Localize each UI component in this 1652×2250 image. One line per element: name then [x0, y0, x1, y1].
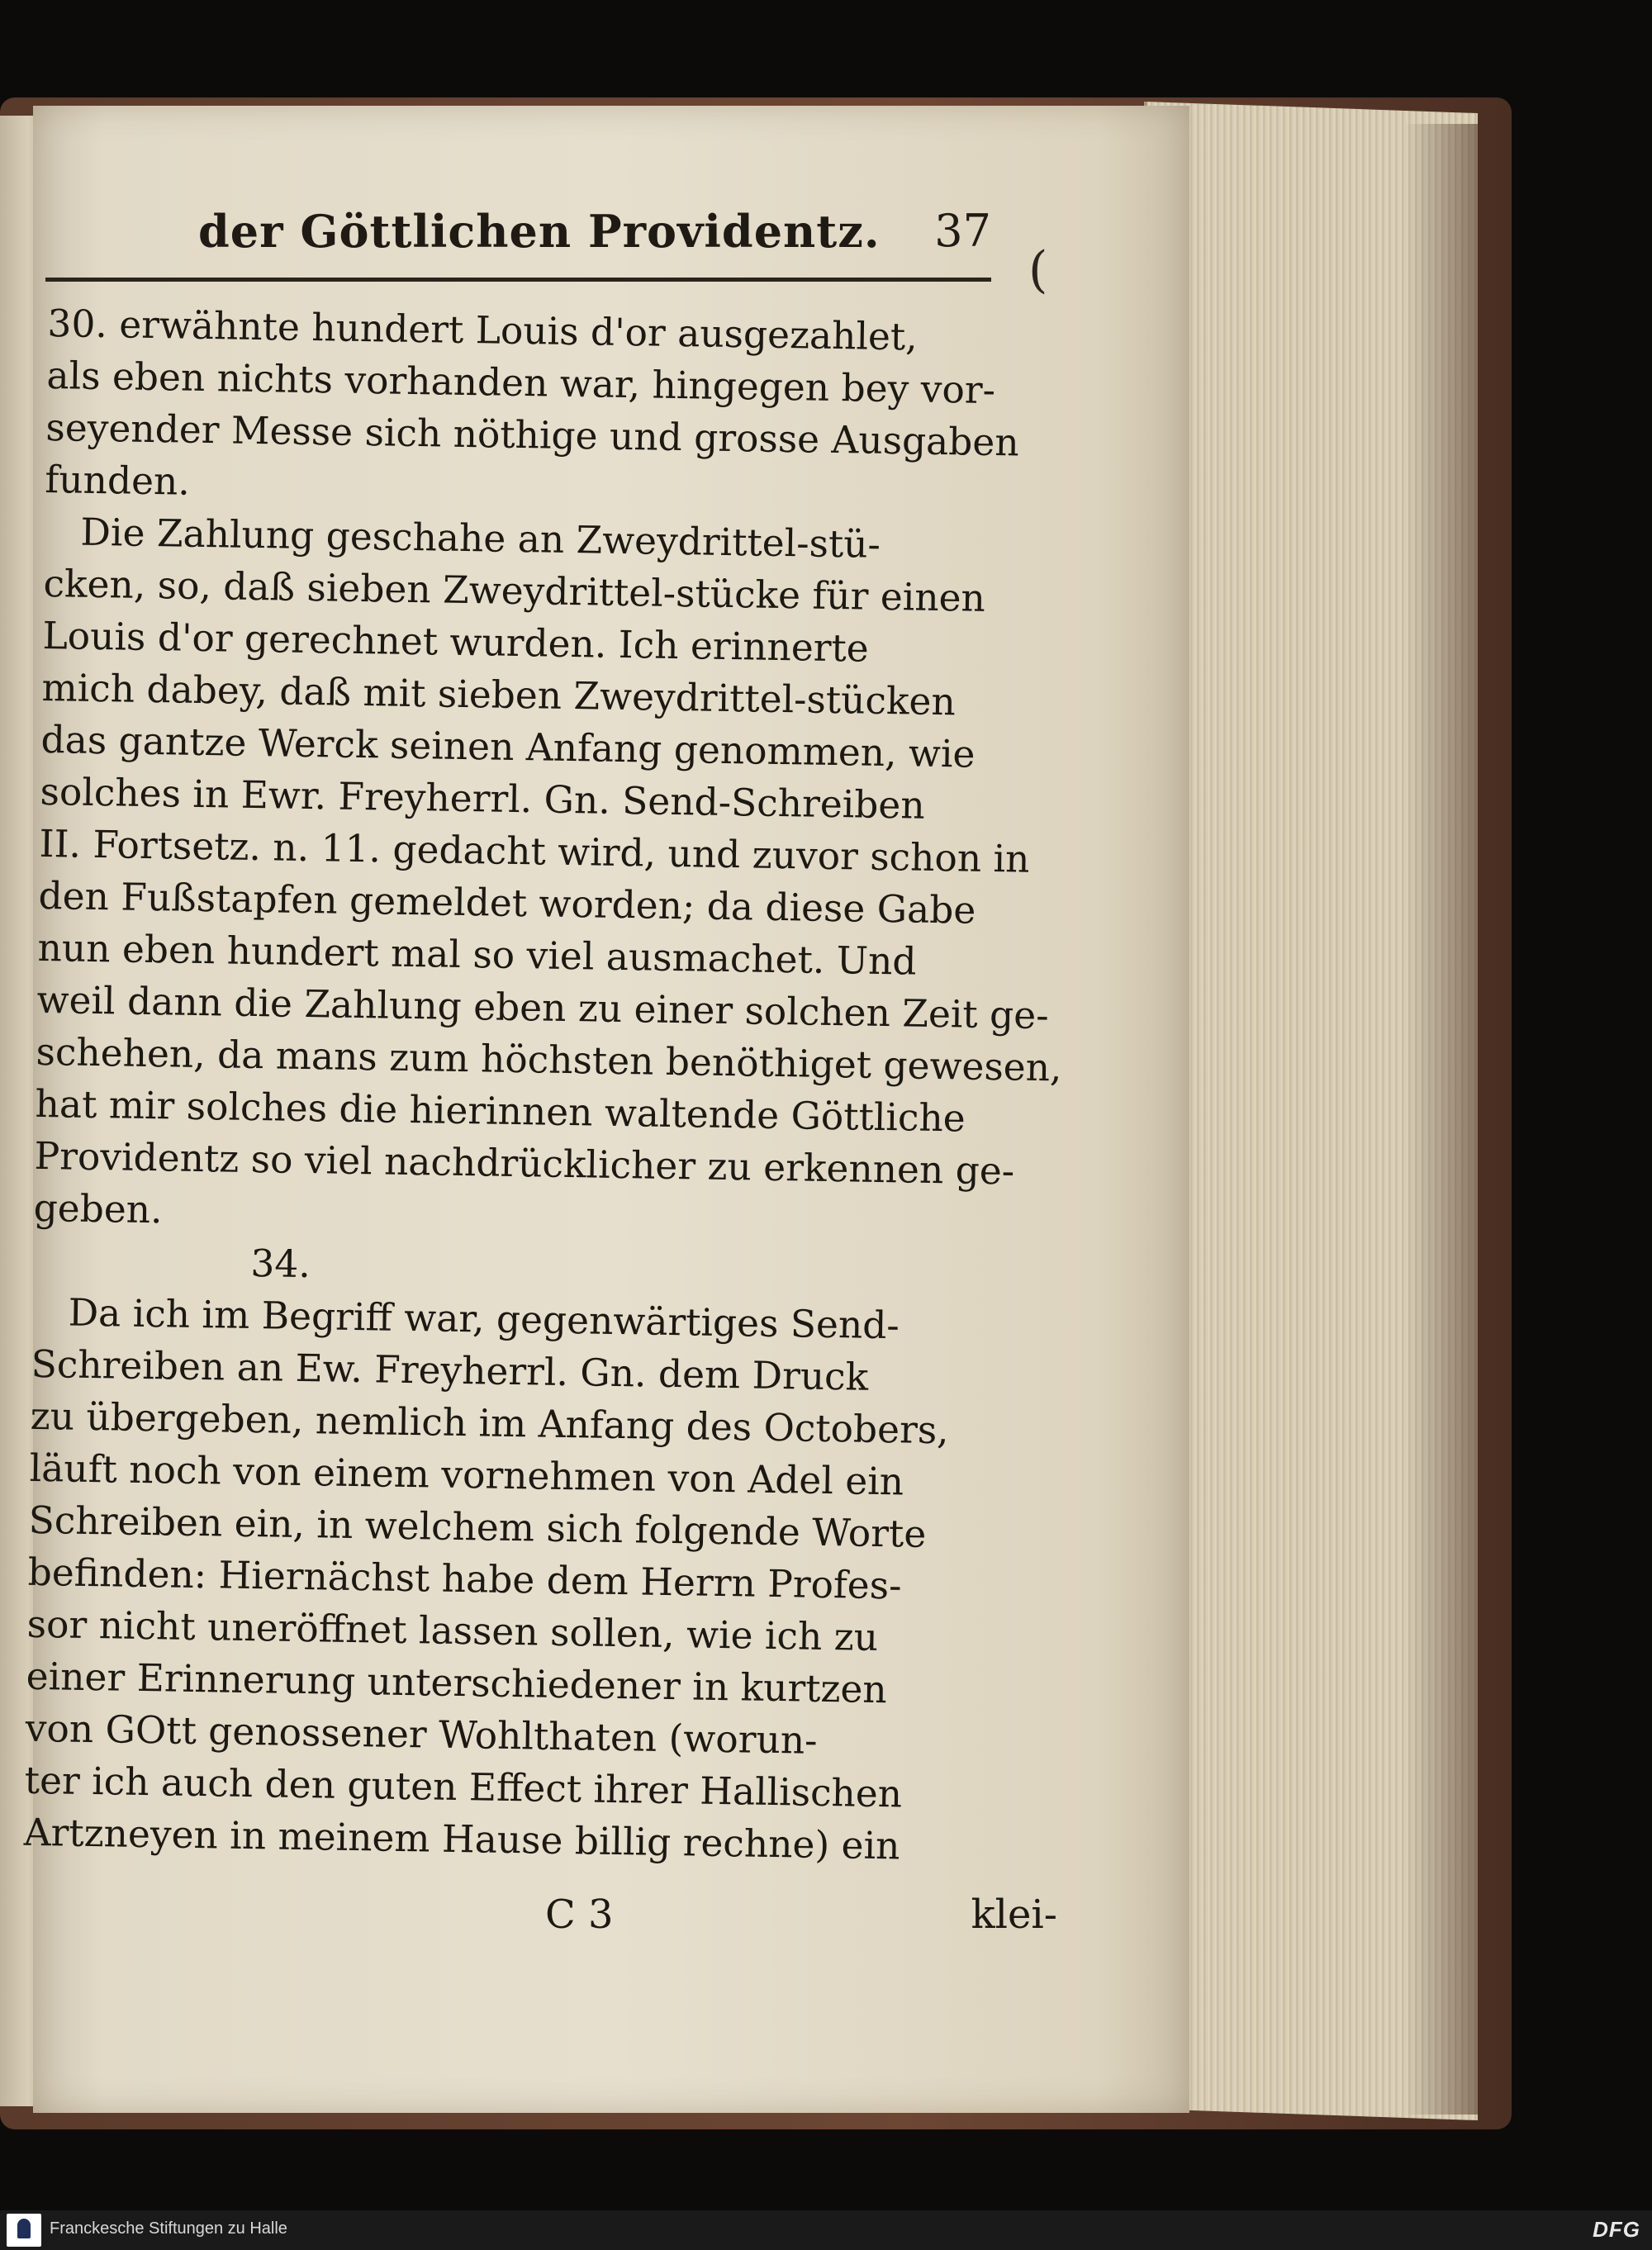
- text-line: läuft noch von einem vornehmen von Adel ein: [29, 1445, 904, 1504]
- text-line: einer Erinnerung unterschiedener in kurtzen: [26, 1654, 888, 1712]
- page-footer: [545, 1892, 1057, 1941]
- text-line: Providentz so viel nachdrücklicher zu erkennen ge-: [34, 1133, 1015, 1194]
- body-text: [23, 297, 1062, 1874]
- text-line: Artzneyen in meinem Hause billig rechne) ein: [23, 1810, 900, 1868]
- catchword: klei-: [971, 1892, 1057, 1938]
- text-line: zu übergeben, nemlich im Anfang des Octobers,: [30, 1393, 950, 1453]
- header-rule: [45, 278, 991, 282]
- text-line: von GOtt genossener Wohlthaten (worun-: [25, 1706, 818, 1763]
- text-line: das gantze Werck seinen Anfang genommen, wie: [40, 717, 976, 776]
- text-line: ter ich auch den guten Effect ihrer Hallischen: [24, 1758, 903, 1816]
- text-line: hat mir solches die hierinnen waltende Göttliche: [35, 1081, 966, 1141]
- text-line: sor nicht uneröffnet lassen sollen, wie ich zu: [26, 1602, 879, 1659]
- text-line: befinden: Hiernächst habe dem Herrn Profes-: [27, 1550, 902, 1608]
- text-line: geben.: [33, 1185, 163, 1232]
- institution-logo-icon: [7, 2214, 41, 2247]
- margin-mark: (: [1028, 241, 1048, 299]
- text-line: 30. erwähnte hundert Louis d'or ausgezahlet,: [47, 301, 919, 359]
- text-line: weil dann die Zahlung eben zu einer solchen Zeit ge-: [36, 977, 1049, 1038]
- text-line: schehen, da mans zum höchsten benöthiget gewesen,: [36, 1029, 1062, 1090]
- institution-name: Franckesche Stiftungen zu Halle: [50, 2219, 287, 2238]
- text-line: II. Fortsetz. n. 11. gedacht wird, und zuvor schon in: [39, 821, 1030, 881]
- text-line: Die Zahlung geschahe an Zweydrittel-stü-: [80, 510, 881, 567]
- text-line: seyender Messe sich nöthige und grosse Ausgaben: [45, 405, 1020, 465]
- text-line: als eben nichts vorhanden war, hingegen bey vor-: [46, 353, 996, 413]
- text-line: mich dabey, daß mit sieben Zweydrittel-stücken: [41, 665, 957, 724]
- viewer-footer-bar: [0, 2210, 1652, 2250]
- text-line: den Fußstapfen gemeldet worden; da diese Gabe: [38, 873, 976, 933]
- text-line: Da ich im Begriff war, gegenwärtiges Send-: [68, 1290, 900, 1348]
- text-line: funden.: [45, 457, 191, 504]
- text-line: solches in Ewr. Freyherrl. Gn. Send-Schreiben: [40, 769, 926, 828]
- section-number: 34.: [250, 1241, 311, 1287]
- running-title: der Göttlichen Providentz.: [198, 205, 881, 258]
- text-line: Schreiben ein, in welchem sich folgende Worte: [28, 1498, 927, 1556]
- text-line: cken, so, daß sieben Zweydrittel-stücke für einen: [43, 561, 986, 620]
- dfg-logo: DFG: [1593, 2217, 1640, 2242]
- fore-edge-shadow: [1404, 124, 1479, 2115]
- page-number: 37: [934, 205, 991, 257]
- text-line: nun eben hundert mal so viel ausmachet. Und: [37, 925, 917, 984]
- text-line: Louis d'or gerechnet wurden. Ich erinnerte: [42, 613, 870, 671]
- signature-mark: C 3: [545, 1892, 614, 1938]
- page-header: [198, 205, 991, 263]
- text-line: Schreiben an Ew. Freyherrl. Gn. dem Druck: [31, 1341, 869, 1399]
